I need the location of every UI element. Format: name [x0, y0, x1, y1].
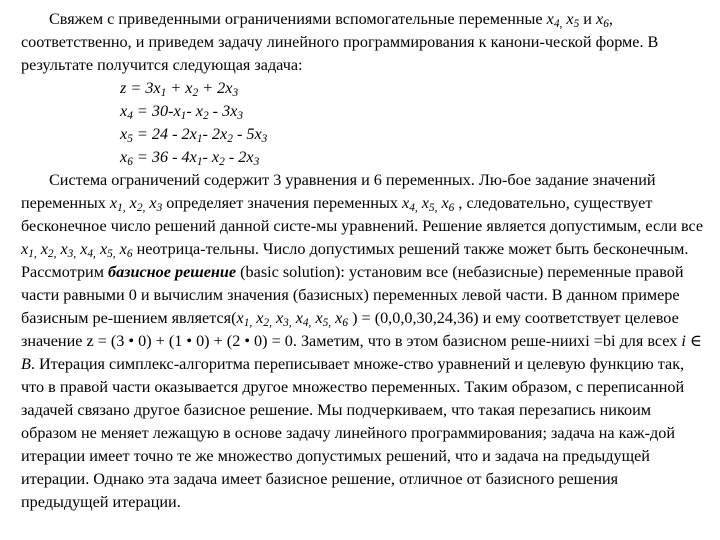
- intro-text-continued: , соответственно, и приведем задачу линейного программирования к канони-ческой форме. В результате получится следующая задача:: [21, 10, 659, 74]
- main-text-4: неотрица-тельны. Число допустимых решений также может быть бесконечным. Рассмотрим: [21, 240, 689, 281]
- paragraph-intro: [21, 8, 706, 77]
- term-basic-solution: базисное решение: [108, 263, 237, 281]
- variable-x4: $x_{4,}$: [546, 10, 563, 30]
- variables-x4-x6: $x_{4,}$ $x_{5,}$ $x_6$: [402, 194, 455, 214]
- variable-x6: $x_6$: [596, 10, 609, 30]
- main-text-6: ) = (0,0,0,30,24,36) и ему соответствует целевое значение: [21, 309, 679, 350]
- main-text-7: . Заметим, что в этом базисном реше-нииxi =bi для всех: [292, 332, 682, 350]
- main-text-8: . Итерация симплекс-алгоритма переписывает множе-ство уравнений и целевую функцию так, что в правой части оказывается другое множество переменных. Таким образом, с переписанной задачей связано другое базисное решение. Мы подчеркиваем, что такая перезапись никоим образом не меняет лежащую в основе задачу линейного программирования; задача на каж-дой итерации имеет точно те же множество допустимых решений, что и задача на предыдущей итерации. Однако эта задача имеет базисное решение, отличное от базисного решения предыдущей итерации.: [21, 355, 685, 511]
- intro-text: Свяжем с приведенными ограничениями вспомогательные переменные: [49, 10, 547, 28]
- main-text-2: определяет значения переменных: [162, 194, 402, 212]
- main-text-3: , следовательно, существует бесконечное число решений данной систе-мы уравнений. Решение является допустимым, если все: [21, 194, 704, 235]
- variables-all: $x_{1,}$ $x_{2,}$ $x_{3,}$ $x_{4,}$ $x_{5,}$ $x_6$: [21, 240, 133, 260]
- equation-x4: $x_4 = 30-x_1-$ $x_2 - 3x_3$: [120, 102, 244, 122]
- equation-x5: $x_5 = 24 - 2x_1-$ $2x_2 - 5x_3$: [120, 125, 268, 145]
- main-text-5: (basic solution): установим все (небазисные) переменные правой части равными 0 и вычислим значения (базисных) переменных левой части. В данном примере базисным ре-шением является(: [21, 263, 684, 327]
- paragraph-main: [21, 169, 706, 514]
- objective-value: z = (3 • 0) + (1 • 0) + (2 • 0) = 0: [86, 332, 293, 350]
- index-condition: i ∈ B: [21, 332, 702, 373]
- equation-x6: $x_6 = 36 - 4x_1-$ $x_2 - 2x_3$: [120, 148, 260, 168]
- equation-system: [21, 77, 706, 169]
- variables-x1-x3: $x_{1,}$ $x_{2,}$ $x_3$: [109, 194, 163, 214]
- equation-objective: $z = 3x_1 + x_2 + 2x_3$: [120, 79, 239, 99]
- variable-x5: $x_5$: [566, 10, 580, 30]
- conjunction: и: [579, 10, 597, 28]
- main-text-1: Система ограничений содержит 3 уравнения и 6 переменных. Лю-бое задание значений переменных: [21, 171, 656, 212]
- variables-all-tuple: $x_{1,}$ $x_{2,}$ $x_{3,}$ $x_{4,}$ $x_{5,}$ $x_6$: [236, 309, 349, 329]
